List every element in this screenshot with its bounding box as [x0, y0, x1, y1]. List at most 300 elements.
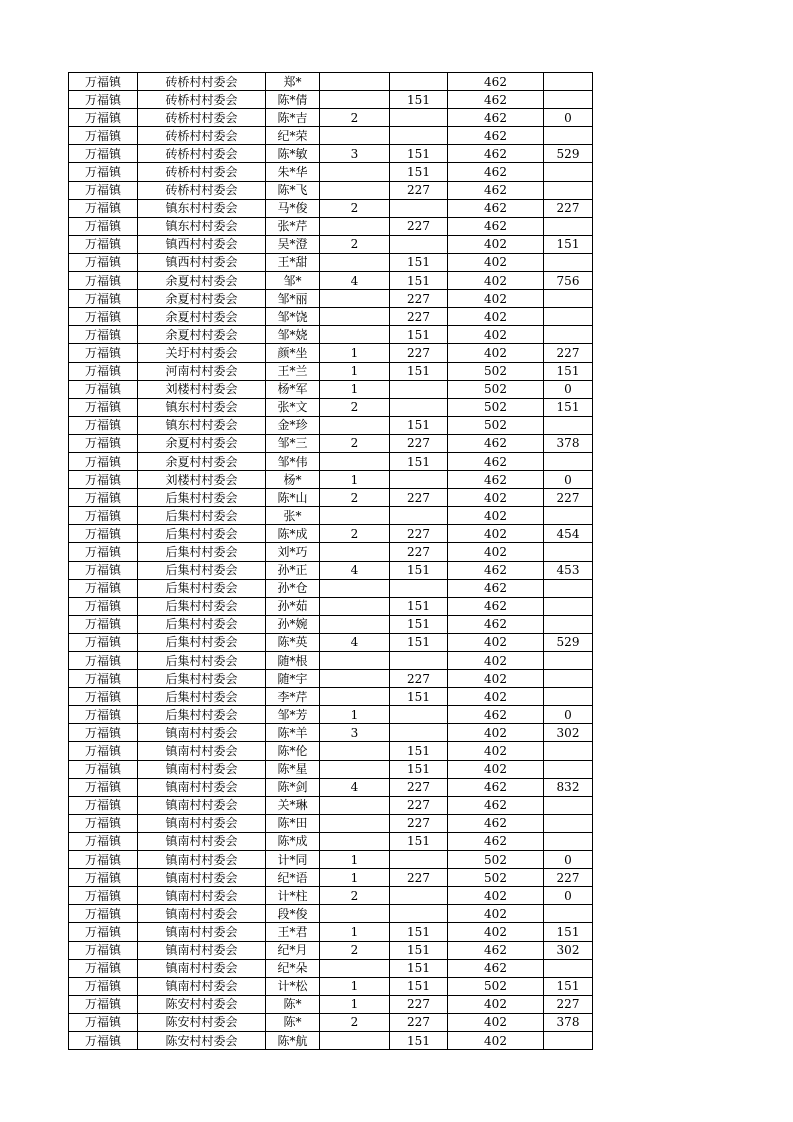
village-cell: 砖桥村村委会	[138, 91, 266, 109]
value-a-cell	[390, 73, 448, 91]
village-cell: 后集村村委会	[138, 688, 266, 706]
name-cell: 陈*田	[266, 814, 320, 832]
total-cell	[544, 579, 593, 597]
total-cell	[544, 127, 593, 145]
total-cell: 151	[544, 977, 593, 995]
name-cell: 杨*	[266, 471, 320, 489]
value-a-cell	[390, 652, 448, 670]
count-cell: 3	[320, 724, 390, 742]
total-cell	[544, 905, 593, 923]
table-row	[69, 561, 593, 579]
name-cell: 陈*飞	[266, 181, 320, 199]
value-b-cell: 402	[448, 742, 544, 760]
town-cell: 万福镇	[69, 905, 138, 923]
count-cell: 2	[320, 109, 390, 127]
value-b-cell: 462	[448, 579, 544, 597]
village-cell: 刘楼村村委会	[138, 380, 266, 398]
village-cell: 后集村村委会	[138, 652, 266, 670]
total-cell	[544, 91, 593, 109]
total-cell	[544, 253, 593, 271]
count-cell	[320, 760, 390, 778]
total-cell: 227	[544, 869, 593, 887]
value-b-cell: 402	[448, 1031, 544, 1049]
count-cell: 1	[320, 977, 390, 995]
value-a-cell: 151	[390, 163, 448, 181]
table-row	[69, 471, 593, 489]
total-cell: 0	[544, 706, 593, 724]
total-cell	[544, 832, 593, 850]
table-row	[69, 308, 593, 326]
table-row	[69, 1031, 593, 1049]
value-a-cell: 227	[390, 290, 448, 308]
value-b-cell: 502	[448, 869, 544, 887]
name-cell: 马*俊	[266, 199, 320, 217]
name-cell: 吴*澄	[266, 235, 320, 253]
table-row	[69, 362, 593, 380]
value-b-cell: 462	[448, 561, 544, 579]
value-b-cell: 402	[448, 652, 544, 670]
value-b-cell: 462	[448, 471, 544, 489]
town-cell: 万福镇	[69, 416, 138, 434]
name-cell: 王*甜	[266, 253, 320, 271]
town-cell: 万福镇	[69, 887, 138, 905]
value-a-cell: 151	[390, 688, 448, 706]
value-b-cell: 502	[448, 977, 544, 995]
value-b-cell: 462	[448, 181, 544, 199]
count-cell	[320, 290, 390, 308]
name-cell: 陈*	[266, 1013, 320, 1031]
town-cell: 万福镇	[69, 941, 138, 959]
town-cell: 万福镇	[69, 778, 138, 796]
value-a-cell: 227	[390, 489, 448, 507]
table-row	[69, 543, 593, 561]
town-cell: 万福镇	[69, 235, 138, 253]
value-a-cell: 227	[390, 670, 448, 688]
village-cell: 余夏村村委会	[138, 272, 266, 290]
village-cell: 镇南村村委会	[138, 778, 266, 796]
value-b-cell: 462	[448, 145, 544, 163]
town-cell: 万福镇	[69, 326, 138, 344]
count-cell	[320, 452, 390, 470]
count-cell: 1	[320, 706, 390, 724]
value-b-cell: 502	[448, 362, 544, 380]
town-cell: 万福镇	[69, 724, 138, 742]
name-cell: 金*珍	[266, 416, 320, 434]
total-cell: 151	[544, 362, 593, 380]
count-cell	[320, 615, 390, 633]
town-cell: 万福镇	[69, 597, 138, 615]
table-row	[69, 91, 593, 109]
count-cell	[320, 814, 390, 832]
village-cell: 镇南村村委会	[138, 832, 266, 850]
table-row	[69, 416, 593, 434]
table-row	[69, 579, 593, 597]
count-cell: 1	[320, 923, 390, 941]
name-cell: 邹*伟	[266, 452, 320, 470]
total-cell: 0	[544, 109, 593, 127]
value-b-cell: 402	[448, 1013, 544, 1031]
table-row	[69, 742, 593, 760]
total-cell: 151	[544, 235, 593, 253]
value-b-cell: 462	[448, 597, 544, 615]
town-cell: 万福镇	[69, 163, 138, 181]
town-cell: 万福镇	[69, 1013, 138, 1031]
village-cell: 镇南村村委会	[138, 905, 266, 923]
name-cell: 李*芹	[266, 688, 320, 706]
total-cell	[544, 73, 593, 91]
count-cell	[320, 181, 390, 199]
value-a-cell: 227	[390, 778, 448, 796]
name-cell: 陈*伦	[266, 742, 320, 760]
name-cell: 张*文	[266, 398, 320, 416]
town-cell: 万福镇	[69, 796, 138, 814]
town-cell: 万福镇	[69, 127, 138, 145]
name-cell: 随*根	[266, 652, 320, 670]
town-cell: 万福镇	[69, 706, 138, 724]
town-cell: 万福镇	[69, 977, 138, 995]
value-b-cell: 502	[448, 398, 544, 416]
table-row	[69, 73, 593, 91]
value-b-cell: 402	[448, 525, 544, 543]
value-a-cell: 151	[390, 1031, 448, 1049]
town-cell: 万福镇	[69, 995, 138, 1013]
value-a-cell: 151	[390, 832, 448, 850]
table-row	[69, 959, 593, 977]
value-a-cell: 227	[390, 344, 448, 362]
count-cell	[320, 959, 390, 977]
town-cell: 万福镇	[69, 959, 138, 977]
total-cell	[544, 597, 593, 615]
name-cell: 邹*娆	[266, 326, 320, 344]
count-cell: 4	[320, 633, 390, 651]
village-cell: 刘楼村村委会	[138, 471, 266, 489]
village-cell: 镇南村村委会	[138, 742, 266, 760]
count-cell	[320, 507, 390, 525]
table-row	[69, 272, 593, 290]
village-cell: 砖桥村村委会	[138, 163, 266, 181]
total-cell: 453	[544, 561, 593, 579]
total-cell: 227	[544, 489, 593, 507]
town-cell: 万福镇	[69, 181, 138, 199]
value-a-cell: 227	[390, 525, 448, 543]
town-cell: 万福镇	[69, 199, 138, 217]
count-cell: 1	[320, 380, 390, 398]
name-cell: 王*君	[266, 923, 320, 941]
total-cell	[544, 308, 593, 326]
value-b-cell: 402	[448, 543, 544, 561]
count-cell	[320, 796, 390, 814]
table-row	[69, 145, 593, 163]
value-a-cell	[390, 706, 448, 724]
table-row	[69, 163, 593, 181]
name-cell: 计*松	[266, 977, 320, 995]
value-a-cell: 227	[390, 869, 448, 887]
table-row	[69, 688, 593, 706]
value-a-cell: 151	[390, 452, 448, 470]
value-b-cell: 402	[448, 887, 544, 905]
town-cell: 万福镇	[69, 272, 138, 290]
count-cell: 3	[320, 145, 390, 163]
total-cell	[544, 416, 593, 434]
town-cell: 万福镇	[69, 380, 138, 398]
value-b-cell: 462	[448, 434, 544, 452]
village-cell: 镇南村村委会	[138, 941, 266, 959]
count-cell	[320, 91, 390, 109]
town-cell: 万福镇	[69, 688, 138, 706]
table-row	[69, 217, 593, 235]
total-cell	[544, 796, 593, 814]
count-cell: 1	[320, 344, 390, 362]
town-cell: 万福镇	[69, 670, 138, 688]
value-a-cell: 227	[390, 308, 448, 326]
name-cell: 纪*朵	[266, 959, 320, 977]
value-a-cell: 227	[390, 995, 448, 1013]
table-row	[69, 814, 593, 832]
count-cell	[320, 832, 390, 850]
count-cell: 1	[320, 995, 390, 1013]
table-row	[69, 923, 593, 941]
value-a-cell: 151	[390, 272, 448, 290]
value-b-cell: 402	[448, 344, 544, 362]
value-b-cell: 402	[448, 235, 544, 253]
total-cell: 0	[544, 380, 593, 398]
village-cell: 后集村村委会	[138, 579, 266, 597]
village-cell: 关圩村村委会	[138, 344, 266, 362]
value-b-cell: 462	[448, 91, 544, 109]
table-row	[69, 615, 593, 633]
village-cell: 余夏村村委会	[138, 308, 266, 326]
village-cell: 镇南村村委会	[138, 796, 266, 814]
village-cell: 后集村村委会	[138, 706, 266, 724]
count-cell: 2	[320, 434, 390, 452]
table-row	[69, 851, 593, 869]
table-row	[69, 253, 593, 271]
value-b-cell: 462	[448, 941, 544, 959]
total-cell	[544, 1031, 593, 1049]
name-cell: 陈*成	[266, 525, 320, 543]
table-row	[69, 235, 593, 253]
value-a-cell	[390, 579, 448, 597]
value-a-cell: 227	[390, 1013, 448, 1031]
name-cell: 纪*荣	[266, 127, 320, 145]
value-b-cell: 402	[448, 724, 544, 742]
village-cell: 镇南村村委会	[138, 814, 266, 832]
village-cell: 镇南村村委会	[138, 760, 266, 778]
name-cell: 孙*仓	[266, 579, 320, 597]
village-cell: 余夏村村委会	[138, 326, 266, 344]
value-b-cell: 502	[448, 380, 544, 398]
value-b-cell: 462	[448, 199, 544, 217]
value-a-cell: 151	[390, 362, 448, 380]
count-cell: 2	[320, 489, 390, 507]
count-cell	[320, 670, 390, 688]
town-cell: 万福镇	[69, 923, 138, 941]
village-cell: 镇东村村委会	[138, 217, 266, 235]
count-cell	[320, 416, 390, 434]
name-cell: 陈*剑	[266, 778, 320, 796]
value-b-cell: 502	[448, 416, 544, 434]
name-cell: 关*琳	[266, 796, 320, 814]
value-b-cell: 462	[448, 778, 544, 796]
village-cell: 后集村村委会	[138, 489, 266, 507]
value-a-cell: 151	[390, 91, 448, 109]
town-cell: 万福镇	[69, 73, 138, 91]
table-row	[69, 525, 593, 543]
count-cell	[320, 1031, 390, 1049]
total-cell	[544, 181, 593, 199]
table-row	[69, 778, 593, 796]
value-a-cell: 151	[390, 253, 448, 271]
total-cell	[544, 217, 593, 235]
village-cell: 河南村村委会	[138, 362, 266, 380]
count-cell: 2	[320, 1013, 390, 1031]
village-cell: 砖桥村村委会	[138, 181, 266, 199]
village-cell: 陈安村村委会	[138, 1013, 266, 1031]
name-cell: 陈*	[266, 995, 320, 1013]
town-cell: 万福镇	[69, 344, 138, 362]
name-cell: 段*俊	[266, 905, 320, 923]
value-b-cell: 462	[448, 706, 544, 724]
table-row	[69, 597, 593, 615]
value-a-cell	[390, 109, 448, 127]
name-cell: 陈*羊	[266, 724, 320, 742]
value-a-cell	[390, 199, 448, 217]
name-cell: 纪*语	[266, 869, 320, 887]
total-cell: 302	[544, 724, 593, 742]
value-a-cell: 151	[390, 326, 448, 344]
count-cell	[320, 163, 390, 181]
name-cell: 王*兰	[266, 362, 320, 380]
total-cell: 227	[544, 344, 593, 362]
town-cell: 万福镇	[69, 561, 138, 579]
value-a-cell	[390, 127, 448, 145]
village-cell: 后集村村委会	[138, 615, 266, 633]
name-cell: 随*宇	[266, 670, 320, 688]
total-cell: 378	[544, 1013, 593, 1031]
value-b-cell: 402	[448, 489, 544, 507]
table-row	[69, 199, 593, 217]
count-cell	[320, 579, 390, 597]
count-cell: 4	[320, 272, 390, 290]
value-a-cell	[390, 471, 448, 489]
value-b-cell: 462	[448, 163, 544, 181]
total-cell	[544, 760, 593, 778]
total-cell: 529	[544, 145, 593, 163]
total-cell	[544, 163, 593, 181]
total-cell	[544, 326, 593, 344]
value-a-cell: 151	[390, 145, 448, 163]
value-b-cell: 402	[448, 253, 544, 271]
value-a-cell: 227	[390, 181, 448, 199]
table-row	[69, 760, 593, 778]
village-cell: 镇南村村委会	[138, 977, 266, 995]
table-row	[69, 869, 593, 887]
table-row	[69, 633, 593, 651]
data-table	[68, 72, 593, 1050]
count-cell	[320, 217, 390, 235]
village-cell: 后集村村委会	[138, 633, 266, 651]
name-cell: 计*同	[266, 851, 320, 869]
village-cell: 后集村村委会	[138, 670, 266, 688]
count-cell	[320, 253, 390, 271]
table-row	[69, 887, 593, 905]
village-cell: 镇东村村委会	[138, 199, 266, 217]
name-cell: 杨*军	[266, 380, 320, 398]
village-cell: 镇南村村委会	[138, 724, 266, 742]
town-cell: 万福镇	[69, 652, 138, 670]
total-cell	[544, 959, 593, 977]
town-cell: 万福镇	[69, 452, 138, 470]
name-cell: 刘*巧	[266, 543, 320, 561]
name-cell: 朱*华	[266, 163, 320, 181]
village-cell: 后集村村委会	[138, 561, 266, 579]
value-a-cell: 227	[390, 543, 448, 561]
value-a-cell	[390, 398, 448, 416]
total-cell: 151	[544, 398, 593, 416]
town-cell: 万福镇	[69, 434, 138, 452]
village-cell: 砖桥村村委会	[138, 127, 266, 145]
table-row	[69, 724, 593, 742]
village-cell: 后集村村委会	[138, 507, 266, 525]
name-cell: 郑*	[266, 73, 320, 91]
count-cell: 2	[320, 525, 390, 543]
value-b-cell: 462	[448, 217, 544, 235]
table-row	[69, 977, 593, 995]
value-b-cell: 462	[448, 814, 544, 832]
count-cell	[320, 905, 390, 923]
table-row	[69, 109, 593, 127]
total-cell	[544, 507, 593, 525]
count-cell	[320, 597, 390, 615]
town-cell: 万福镇	[69, 489, 138, 507]
town-cell: 万福镇	[69, 362, 138, 380]
village-cell: 余夏村村委会	[138, 434, 266, 452]
value-b-cell: 462	[448, 73, 544, 91]
town-cell: 万福镇	[69, 851, 138, 869]
value-a-cell: 151	[390, 923, 448, 941]
value-b-cell: 402	[448, 633, 544, 651]
table-row	[69, 941, 593, 959]
count-cell	[320, 308, 390, 326]
value-b-cell: 502	[448, 851, 544, 869]
name-cell: 纪*月	[266, 941, 320, 959]
town-cell: 万福镇	[69, 290, 138, 308]
value-b-cell: 462	[448, 109, 544, 127]
table-row	[69, 995, 593, 1013]
value-b-cell: 402	[448, 308, 544, 326]
value-a-cell	[390, 887, 448, 905]
name-cell: 邹*丽	[266, 290, 320, 308]
total-cell: 227	[544, 199, 593, 217]
value-b-cell: 462	[448, 452, 544, 470]
count-cell	[320, 326, 390, 344]
count-cell: 2	[320, 199, 390, 217]
value-a-cell: 151	[390, 760, 448, 778]
value-a-cell	[390, 851, 448, 869]
value-a-cell	[390, 905, 448, 923]
total-cell: 151	[544, 923, 593, 941]
total-cell: 302	[544, 941, 593, 959]
village-cell: 镇西村村委会	[138, 235, 266, 253]
count-cell: 2	[320, 941, 390, 959]
value-b-cell: 402	[448, 923, 544, 941]
town-cell: 万福镇	[69, 507, 138, 525]
count-cell	[320, 688, 390, 706]
count-cell	[320, 543, 390, 561]
count-cell: 4	[320, 561, 390, 579]
town-cell: 万福镇	[69, 217, 138, 235]
name-cell: 陈*敏	[266, 145, 320, 163]
